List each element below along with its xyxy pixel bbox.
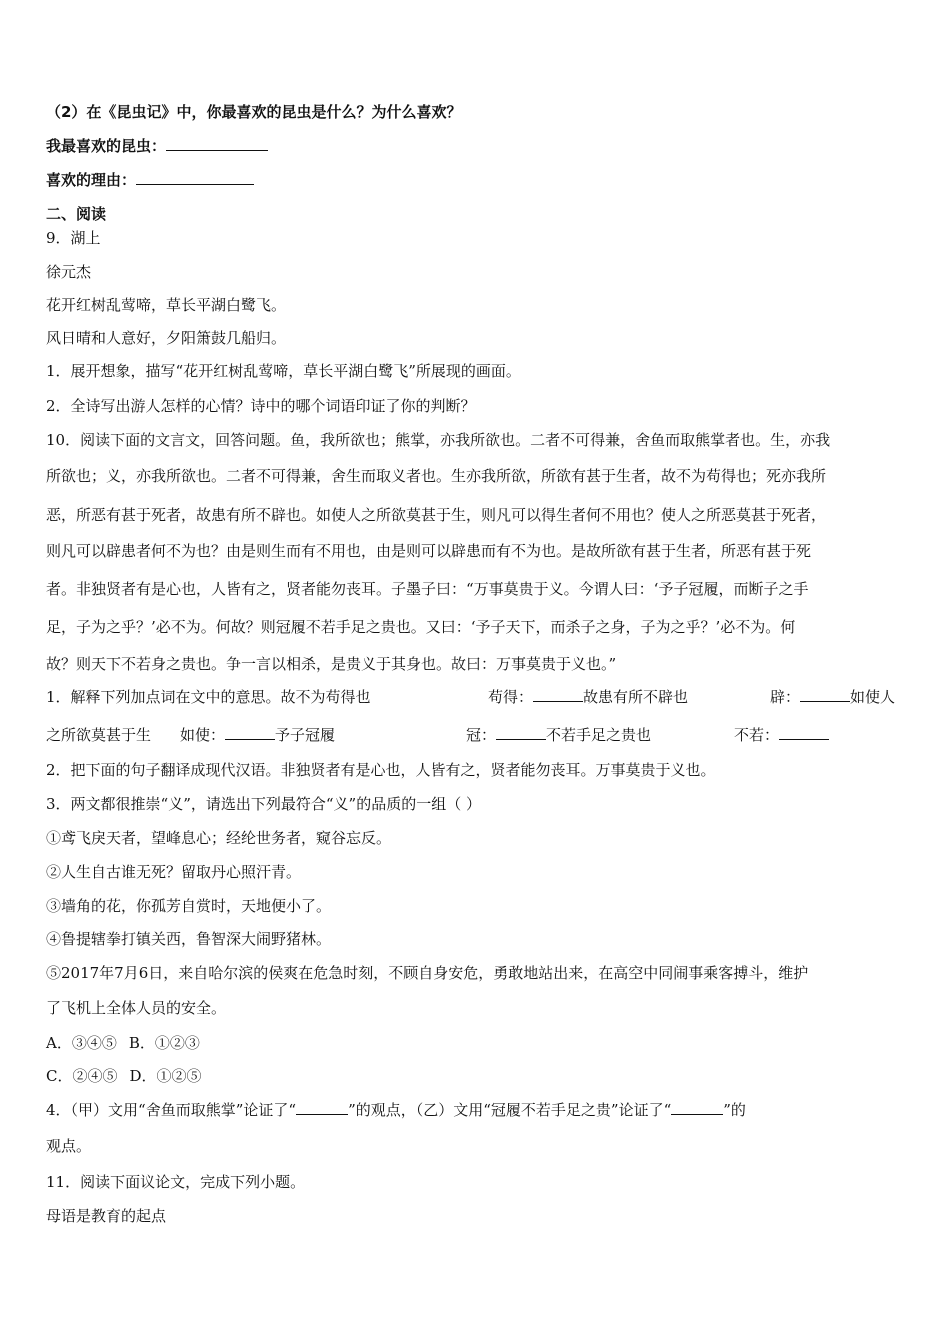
q10-text-line: 恶，所恶有甚于死者，故患有所不辟也。如使人之所欲莫甚于生，则凡可以得生者何不用也？使人之所恶莫甚于死者， [46, 506, 827, 524]
q10-sub4-part-a: 4．（甲）文用“舍鱼而取熊掌”论证了“ [46, 1101, 297, 1119]
q10-sub1-gloss2 [770, 687, 895, 707]
q11-title: 母语是教育的起点 [46, 1207, 167, 1225]
q10-sub1-blank1[interactable] [533, 687, 583, 702]
q10-sub1-text3a: 如使人 [850, 688, 896, 706]
q10-sub4-end: 观点。 [46, 1137, 92, 1155]
q10-sub1-prefix: 1．解释下列加点词在文中的意思。故不为苟得也 [46, 688, 371, 706]
q10-option-d[interactable]: D．①②⑤ [129, 1067, 202, 1085]
q10-sub1-gloss1-label: 苟得： [488, 688, 534, 706]
q10-text-line: 故？则天下不若身之贵也。争一言以相杀，是贵义于其身也。故曰：万事莫贵于义也。” [46, 655, 617, 673]
q10-sub3-stem: 3．两文都很推崇“义”，请选出下列最符合“义”的品质的一组（ ） [46, 795, 481, 813]
q10-sub1-blank5[interactable] [779, 725, 829, 740]
q10-sub3-item: ①鸢飞戾天者，望峰息心；经纶世务者，窥谷忘反。 [46, 829, 392, 847]
q2-reason-label: 喜欢的理由： [46, 171, 137, 189]
q10-sub3-item: ③墙角的花，你孤芳自赏时，天地便小了。 [46, 897, 332, 915]
q10-sub1-blank2[interactable] [800, 687, 850, 702]
q10-sub1-text3b: 之所欲莫甚于生 [46, 726, 152, 744]
q10-sub4-part-b: ”的观点，（乙）文用“冠履不若手足之贵”论证了“ [348, 1101, 672, 1119]
q10-option-c[interactable]: C．②④⑤ [46, 1067, 118, 1085]
q2-question: （2）在《昆虫记》中，你最喜欢的昆虫是什么？为什么喜欢？ [46, 103, 462, 121]
q10-option-a[interactable]: A．③④⑤ [46, 1034, 117, 1052]
q10-sub1-blank4[interactable] [496, 725, 546, 740]
q10-sub1-gloss3 [180, 725, 335, 745]
q11-stem: 11．阅读下面议论文，完成下列小题。 [46, 1173, 306, 1191]
q9-sub2: 2．全诗写出游人怎样的心情？诗中的哪个词语印证了你的判断？ [46, 397, 476, 415]
section-heading: 二、阅读 [46, 205, 107, 223]
q10-sub4-part-c: ”的 [723, 1101, 746, 1119]
q10-sub3-item: ④鲁提辖拳打镇关西，鲁智深大闹野猪林。 [46, 930, 332, 948]
q10-sub1-blank3[interactable] [225, 725, 275, 740]
q10-sub1-gloss4-label: 冠： [466, 726, 497, 744]
q10-sub1-gloss3-label: 如使： [180, 726, 226, 744]
q2-insect-label: 我最喜欢的昆虫： [46, 137, 167, 155]
q10-sub1-gloss5-label: 不若： [734, 726, 780, 744]
q10-sub3-options-row [46, 1033, 200, 1053]
q10-option-b[interactable]: B．①②③ [128, 1034, 200, 1052]
q10-sub1-text4: 予子冠履 [275, 726, 336, 744]
q10-text-line: 足，子为之乎？’必不为。何故？则冠履不若手足之贵也。又曰：‘予子天下，而杀子之身，子为之乎？’必不为。何 [46, 618, 796, 636]
q10-text-line: 则凡可以辟患者何不为也？由是则生而有不用也，由是则可以辟患而有不为也。是故所欲有甚于生者，所恶有甚于死 [46, 542, 812, 560]
q10-sub3-item: ⑤2017年7月6日，来自哈尔滨的侯爽在危急时刻，不顾自身安危，勇敢地站出来，在高空中同闹事乘客搏斗，维护 [46, 964, 809, 982]
q2-insect-blank[interactable] [166, 136, 268, 151]
q10-sub2: 2．把下面的句子翻译成现代汉语。非独贤者有是心也，人皆有之，贤者能勿丧耳。万事莫贵于义也。 [46, 761, 716, 779]
q9-poem-line: 风日晴和人意好，夕阳箫鼓几船归。 [46, 329, 287, 347]
q10-text-line: 10．阅读下面的文言文，回答问题。鱼，我所欲也；熊掌，亦我所欲也。二者不可得兼，舍鱼而取熊掌者也。生，亦我 [46, 431, 831, 449]
q10-sub3-options-row [46, 1066, 202, 1086]
q2-reason-line [46, 170, 254, 190]
q10-sub4-blank1[interactable] [296, 1100, 348, 1115]
q9-author: 徐元杰 [46, 263, 92, 281]
q10-sub3-item: 了飞机上全体人员的安全。 [46, 999, 227, 1017]
q10-sub1-gloss2-label: 辟： [770, 688, 801, 706]
q9-poem-line: 花开红树乱莺啼，草长平湖白鹭飞。 [46, 296, 287, 314]
q10-text-line: 所欲也；义，亦我所欲也。二者不可得兼，舍生而取义者也。生亦我所欲，所欲有甚于生者，故不为苟得也；死亦我所 [46, 467, 827, 485]
q10-sub1-gloss4 [466, 725, 651, 745]
q10-sub1-gloss5 [734, 725, 829, 745]
q10-sub1-text2: 故患有所不辟也 [583, 688, 689, 706]
q9-sub1: 1．展开想象，描写“花开红树乱莺啼，草长平湖白鹭飞”所展现的画面。 [46, 362, 521, 380]
q10-sub1-gloss1 [488, 687, 688, 707]
q10-text-line: 者。非独贤者有是心也，人皆有之，贤者能勿丧耳。子墨子曰：“万事莫贵于义。今谓人曰：‘予子冠履，而断子之手 [46, 580, 809, 598]
q2-reason-blank[interactable] [136, 170, 254, 185]
q2-insect-line [46, 136, 268, 156]
q10-sub4-blank2[interactable] [671, 1100, 723, 1115]
q9-title: 9．湖上 [46, 229, 101, 247]
q10-sub3-item: ②人生自古谁无死？留取丹心照汗青。 [46, 863, 302, 881]
q10-sub4-line [46, 1100, 746, 1120]
q10-sub1-text5: 不若手足之贵也 [546, 726, 652, 744]
